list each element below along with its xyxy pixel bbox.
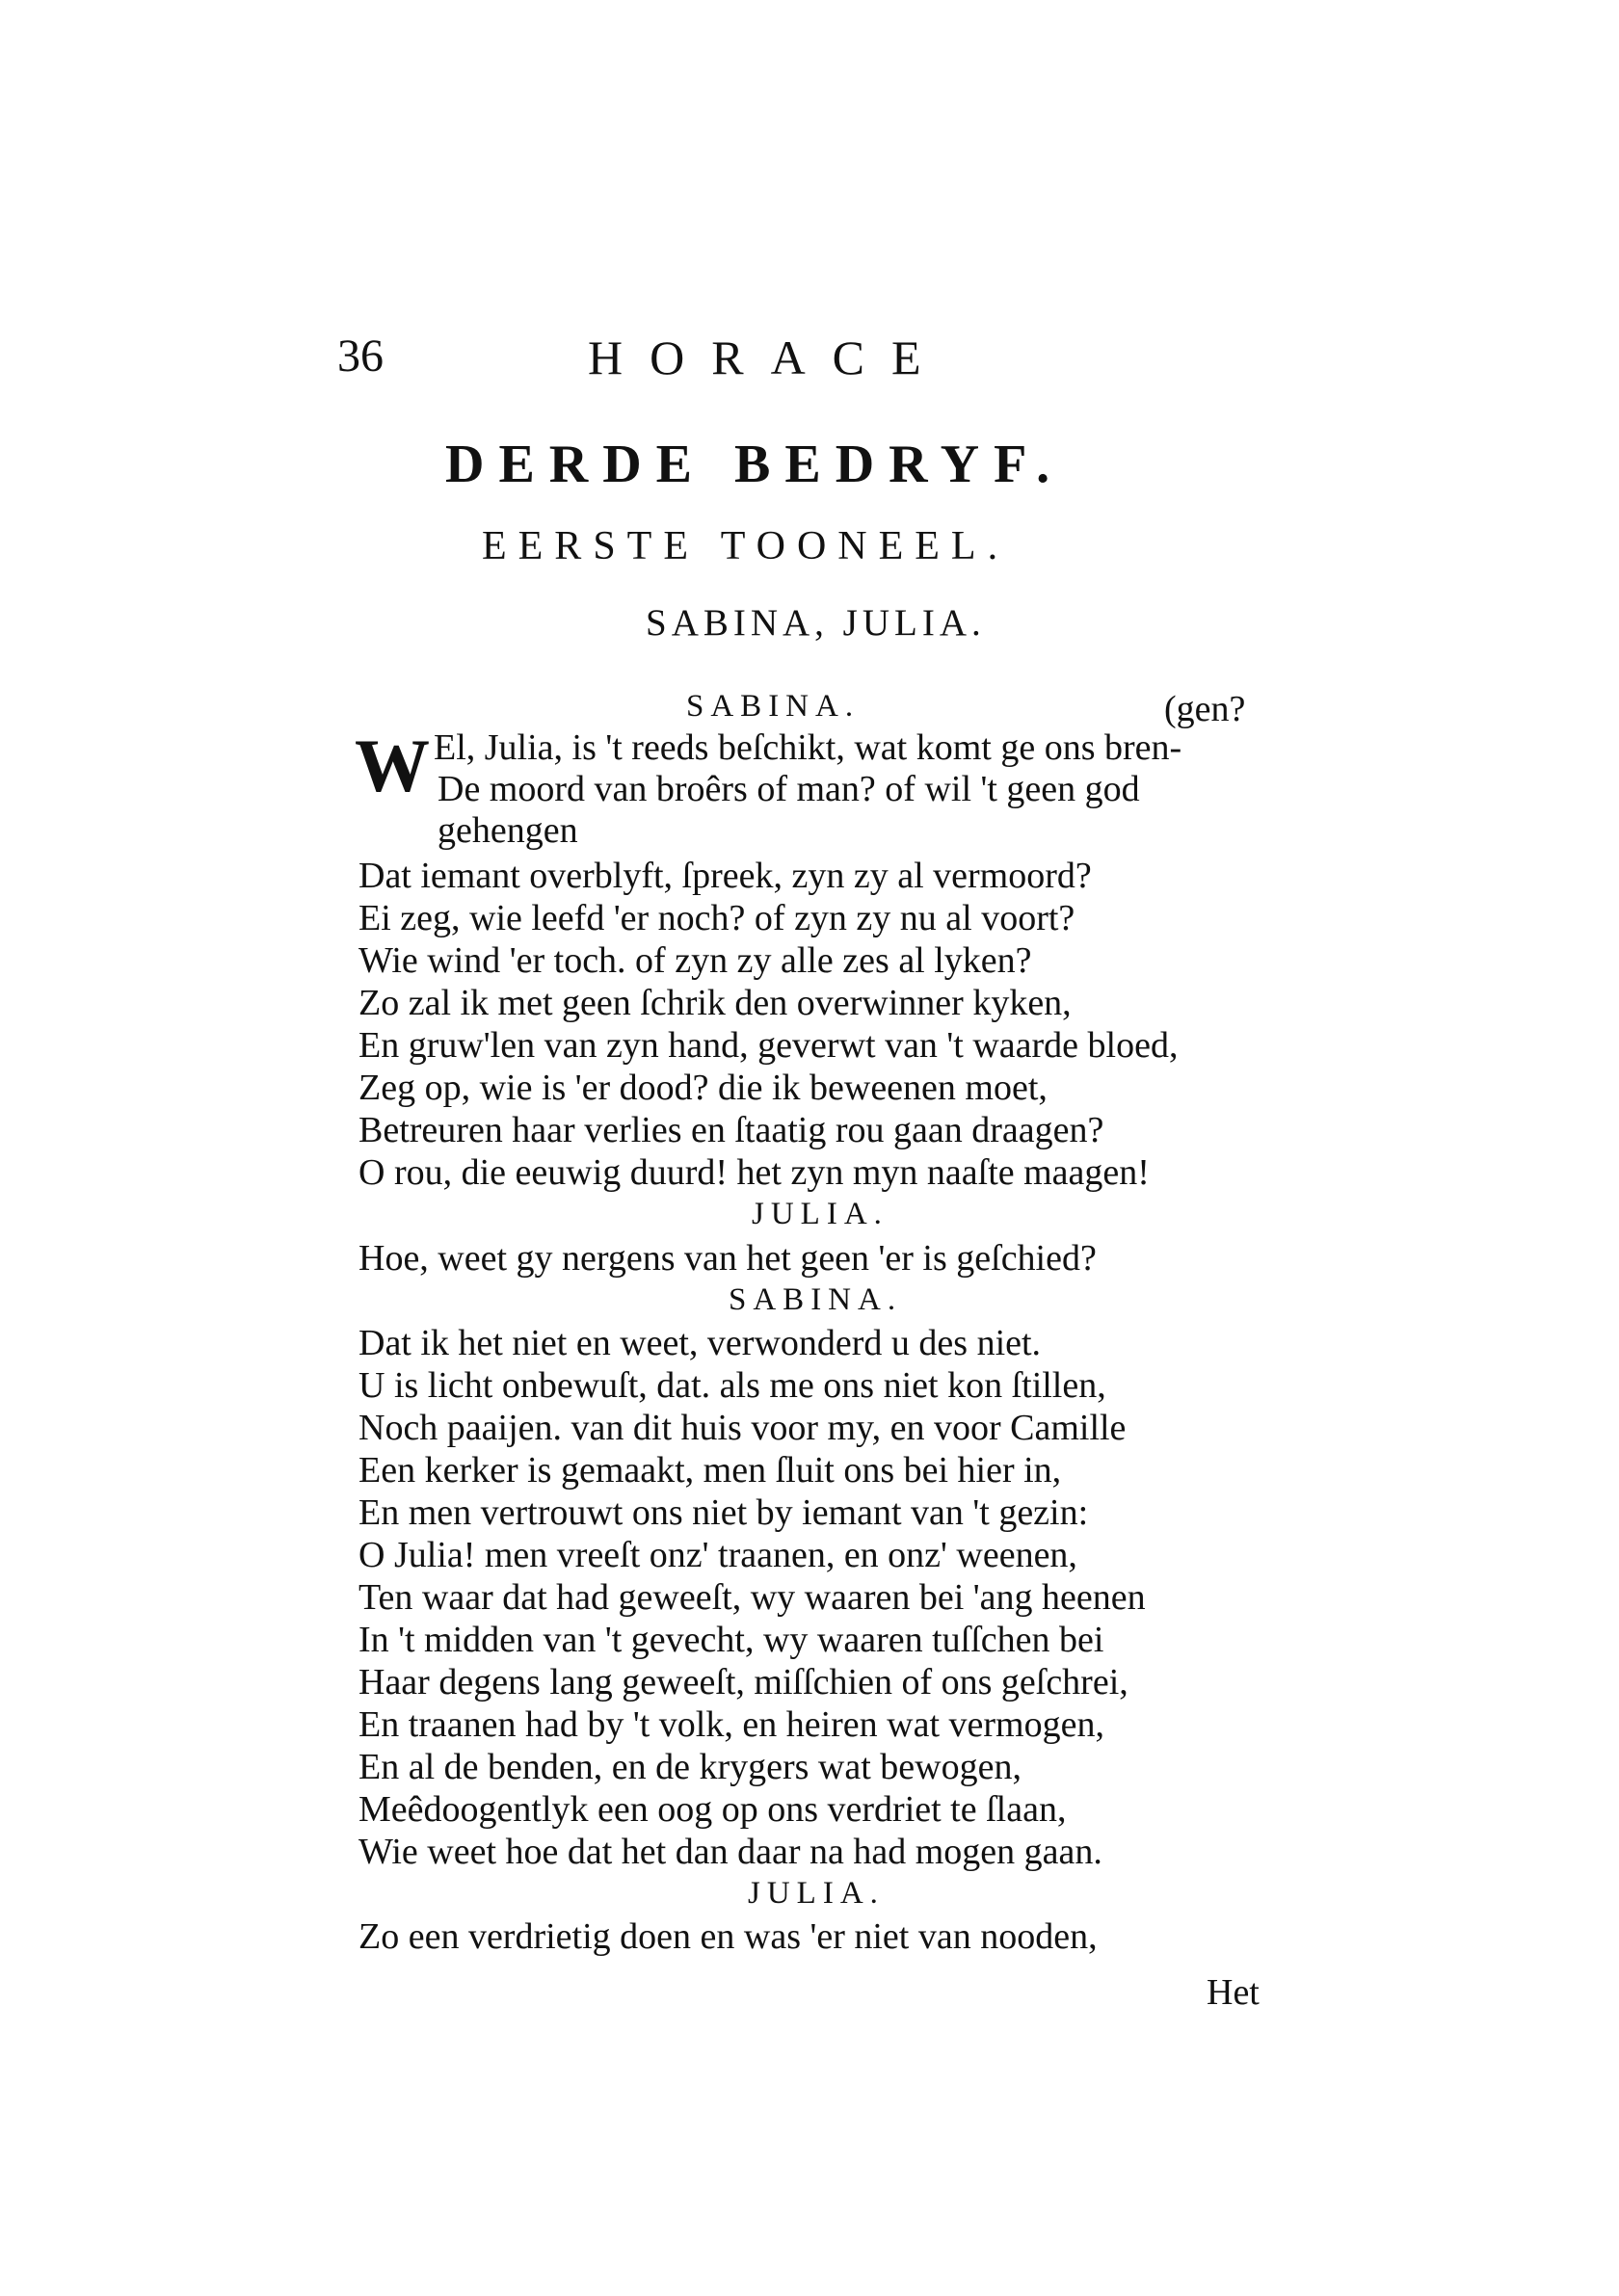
catchword: Het — [1207, 1972, 1260, 2013]
scene-title: EERSTE TOONEEL. — [482, 524, 1010, 568]
verse-line: Dat iemant overblyft, ſpreek, zyn zy al vermoord? — [358, 856, 1092, 896]
drop-initial: W — [355, 724, 430, 807]
verse-line: Betreuren haar verlies en ſtaatig rou gaan draagen? — [358, 1110, 1104, 1150]
verse-line: Dat ik het niet en weet, verwonderd u des niet. — [358, 1323, 1042, 1363]
verse-line: En traanen had by 't volk, en heiren wat vermogen, — [358, 1704, 1104, 1745]
verse-line: En gruw'len van zyn hand, geverwt van 't waarde bloed, — [358, 1025, 1179, 1066]
verse-line: Wie wind 'er toch. of zyn zy alle zes al lyken? — [358, 940, 1032, 981]
verse-line: O rou, die eeuwig duurd! het zyn myn naaſte maagen! — [358, 1152, 1150, 1193]
speaker-label: SABINA. — [686, 689, 861, 724]
verse-line: Wie weet hoe dat het dan daar na had mogen gaan. — [358, 1832, 1102, 1872]
running-head: HORACE — [588, 330, 948, 384]
verse-line: Noch paaijen. van dit huis voor my, en voor Camille — [358, 1408, 1127, 1448]
page-number: 36 — [337, 330, 384, 382]
speaker-label: JULIA. — [752, 1197, 889, 1231]
verse-line: Meêdoogentlyk een oog op ons verdriet te ſlaan, — [358, 1789, 1067, 1830]
verse-line: gehengen — [438, 810, 578, 851]
verse-line: Zo zal ik met geen ſchrik den overwinner kyken, — [358, 983, 1072, 1023]
verse-line: Ei zeg, wie leefd 'er noch? of zyn zy nu al voort? — [358, 898, 1075, 938]
verse-line: U is licht onbewuſt, dat. als me ons niet kon ſtillen, — [358, 1365, 1106, 1406]
verse-line: Hoe, weet gy nergens van het geen 'er is geſchied? — [358, 1238, 1097, 1279]
verse-line: Een kerker is gemaakt, men ſluit ons bei hier in, — [358, 1450, 1062, 1491]
verse-line: Zo een verdrietig doen en was 'er niet van nooden, — [358, 1916, 1098, 1957]
carried-word: (gen? — [1164, 689, 1246, 729]
verse-line: En men vertrouwt ons niet by iemant van 't gezin: — [358, 1492, 1089, 1533]
speaker-label: JULIA. — [748, 1876, 885, 1911]
verse-line: In 't midden van 't gevecht, wy waaren tuſſchen bei — [358, 1620, 1104, 1660]
speaker-label: SABINA. — [729, 1282, 903, 1317]
verse-line: El, Julia, is 't reeds beſchikt, wat komt ge ons bren- — [434, 727, 1182, 768]
verse-line: Haar degens lang geweeſt, miſſchien of ons geſchrei, — [358, 1662, 1128, 1702]
verse-line: Zeg op, wie is 'er dood? die ik beweenen moet, — [358, 1068, 1048, 1108]
verse-line: De moord van broêrs of man? of wil 't geen god — [438, 769, 1140, 809]
act-title: DERDE BEDRYF. — [445, 435, 1065, 494]
cast-list: SABINA, JULIA. — [646, 602, 986, 644]
verse-line: En al de benden, en de krygers wat bewogen, — [358, 1747, 1022, 1787]
verse-line: O Julia! men vreeſt onz' traanen, en onz' weenen, — [358, 1535, 1077, 1575]
verse-line: Ten waar dat had geweeſt, wy waaren bei 'ang heenen — [358, 1577, 1146, 1618]
